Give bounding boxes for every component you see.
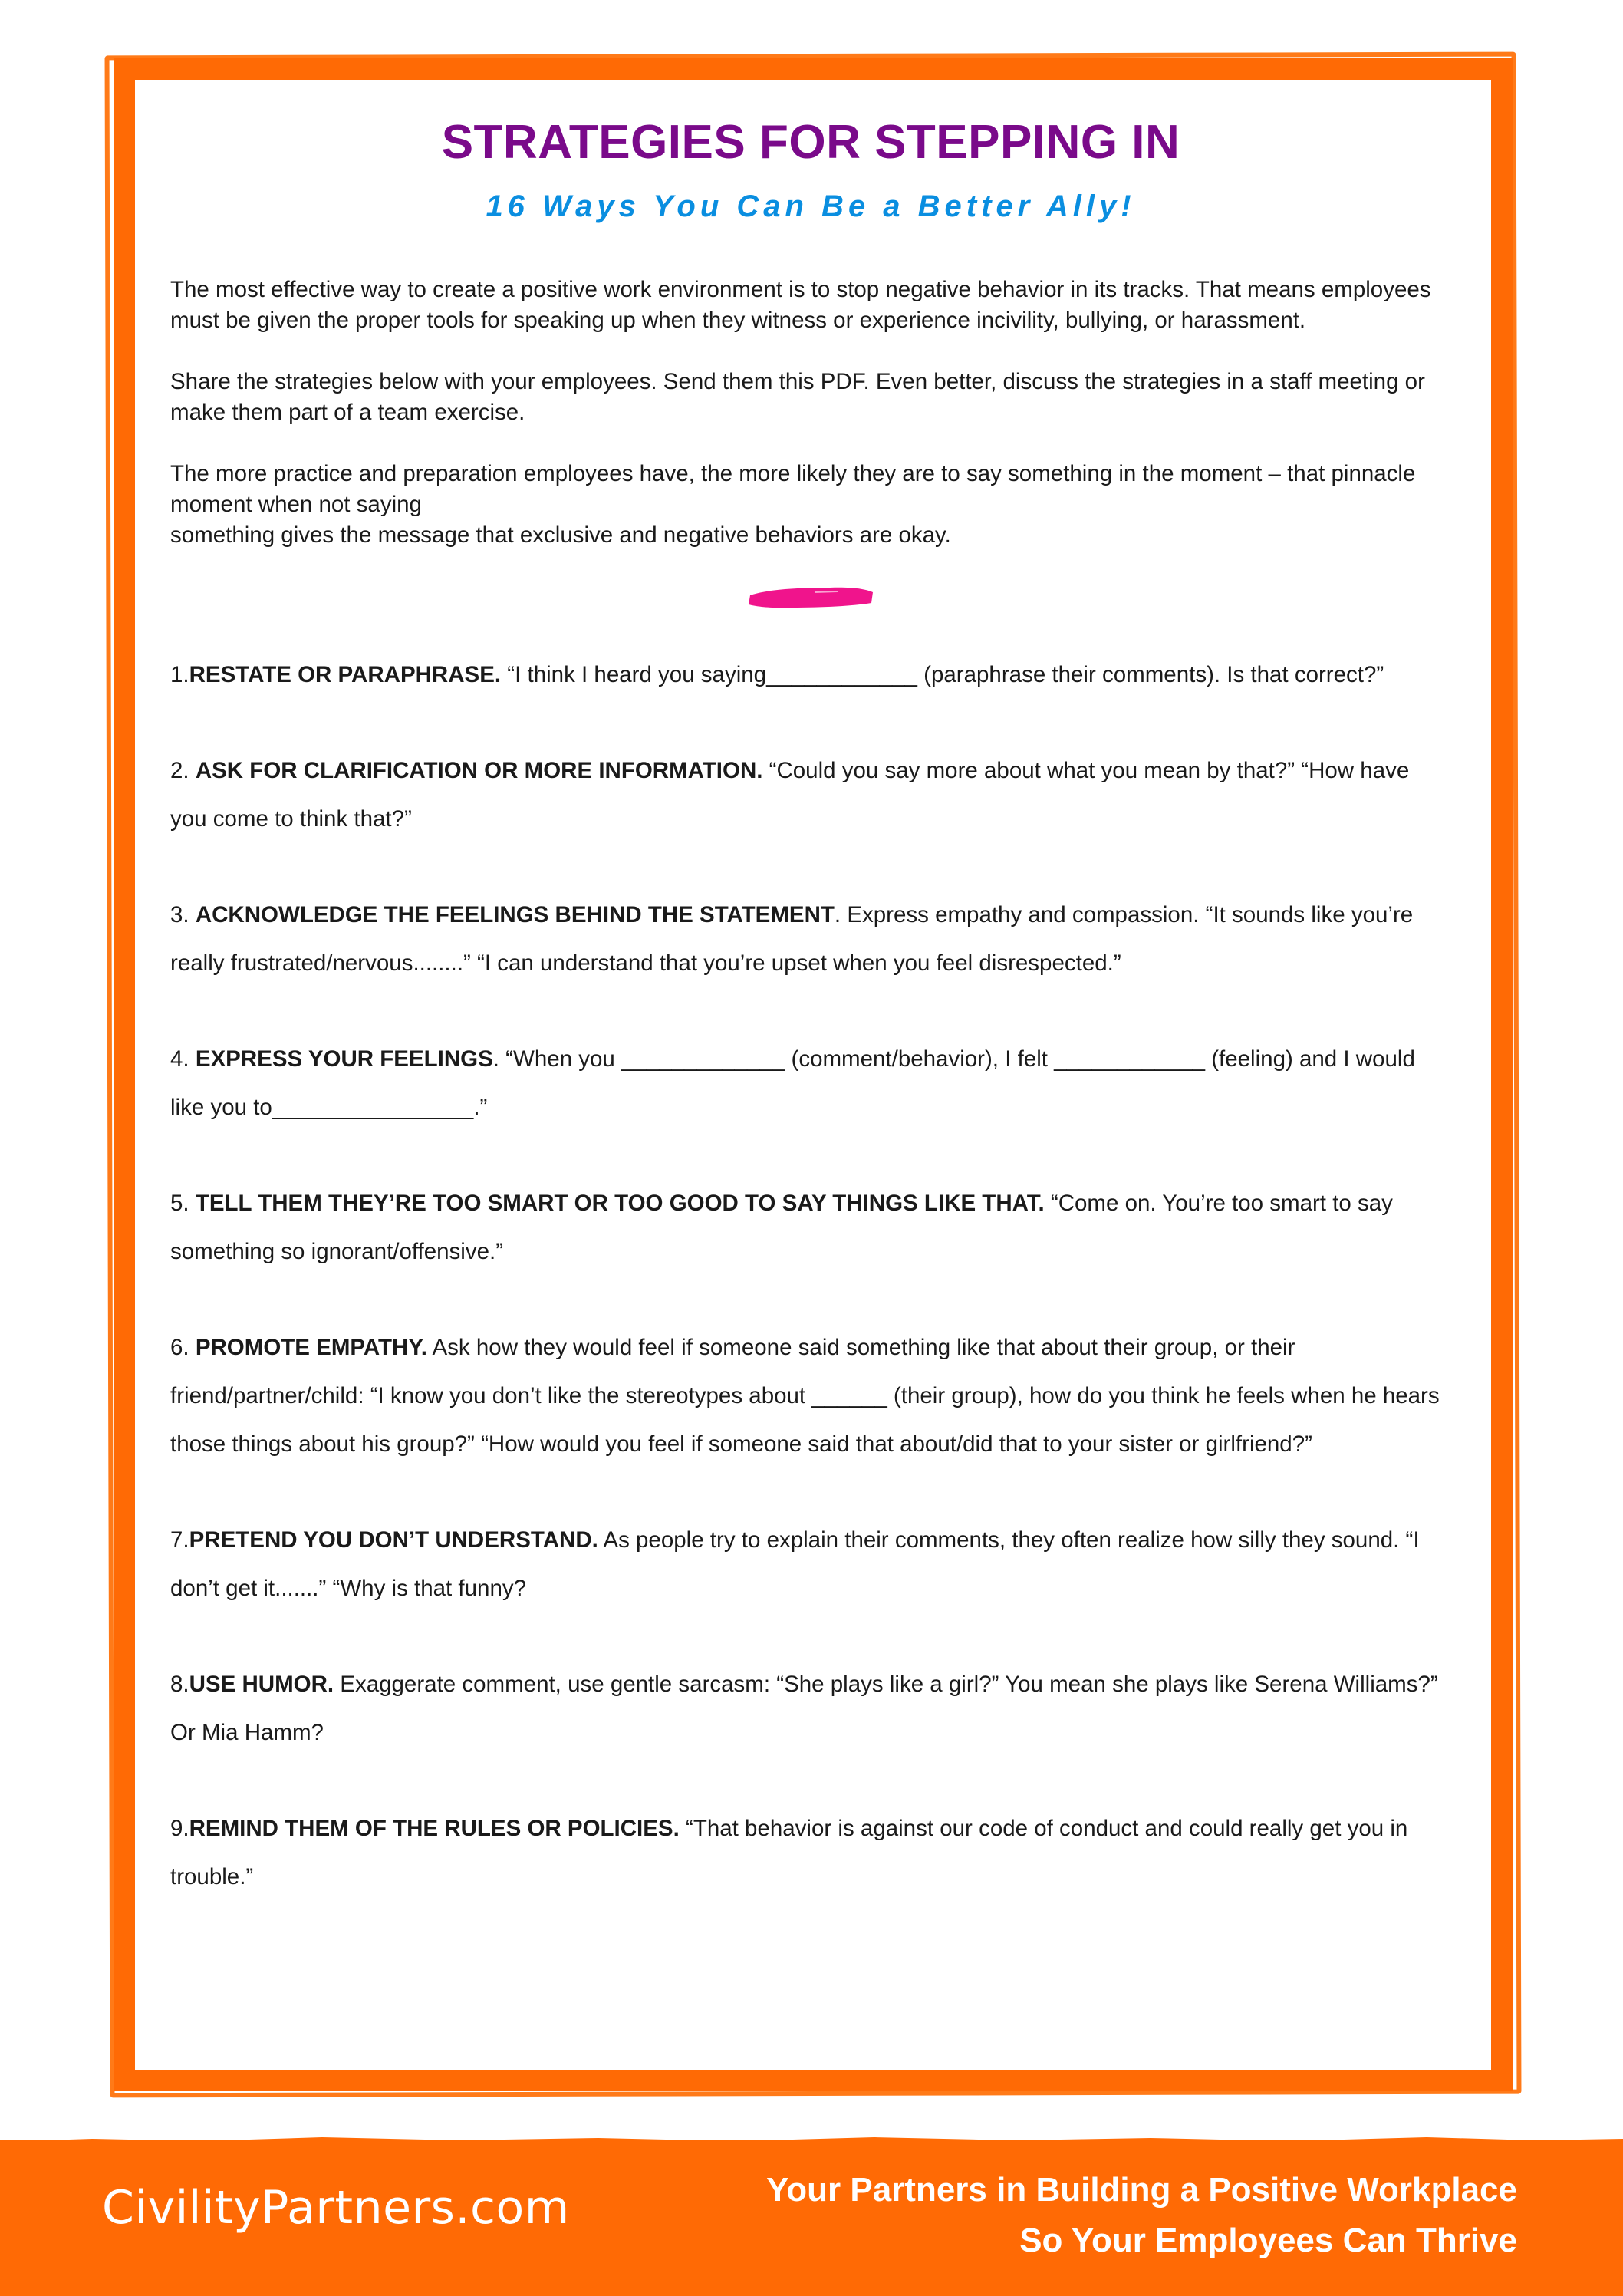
item-text: “That behavior is against our code of conduct and could really get you in trouble.” xyxy=(170,1816,1408,1889)
item-heading: REMIND THEM OF THE RULES OR POLICIES. xyxy=(189,1816,680,1841)
item-number: 1. xyxy=(170,662,189,687)
page-subtitle: 16 Ways You Can Be a Better Ally! xyxy=(486,189,1136,223)
item-number: 5. xyxy=(170,1191,196,1216)
item-number: 8. xyxy=(170,1672,189,1697)
item-number: 4. xyxy=(170,1046,196,1072)
item-number: 2. xyxy=(170,758,196,783)
list-item xyxy=(170,1323,1451,1468)
item-heading: RESTATE OR PARAPHRASE. xyxy=(189,662,502,687)
list-item xyxy=(170,1516,1451,1612)
item-heading: PRETEND YOU DON’T UNDERSTAND. xyxy=(189,1527,598,1553)
list-item xyxy=(170,651,1451,699)
item-number: 6. xyxy=(170,1335,196,1360)
item-number: 9. xyxy=(170,1816,189,1841)
document-body xyxy=(170,115,1451,1901)
intro-paragraph xyxy=(170,459,1451,551)
tagline-line: So Your Employees Can Thrive xyxy=(1019,2222,1517,2259)
item-number: 7. xyxy=(170,1527,189,1553)
intro-paragraph: The most effective way to create a positive work environment is to stop negative behavior in its tracks. That means employees must be given the proper tools for speaking up when they witness or experience incivility, bullying, or harassment. xyxy=(170,277,1431,333)
list-item xyxy=(170,891,1451,987)
list-item xyxy=(170,1660,1451,1757)
intro-line: The more practice and preparation employees have, the more likely they are to say something in the moment – that pinnacle moment when not saying xyxy=(170,461,1416,517)
item-heading: ASK FOR CLARIFICATION OR MORE INFORMATION. xyxy=(195,758,763,783)
item-heading: PROMOTE EMPATHY. xyxy=(195,1335,427,1360)
item-heading: USE HUMOR. xyxy=(189,1672,334,1697)
item-text: . “When you _____________ (comment/behavior), I felt ____________ (feeling) and I would like you to________________.” xyxy=(170,1046,1415,1120)
list-item xyxy=(170,746,1451,843)
intro-paragraph: Share the strategies below with your employees. Send them this PDF. Even better, discuss the strategies in a staff meeting or make them part of a team exercise. xyxy=(170,369,1425,425)
item-number: 3. xyxy=(170,902,196,927)
list-item xyxy=(170,1179,1451,1276)
item-heading: TELL THEM THEY’RE TOO SMART OR TOO GOOD TO SAY THINGS LIKE THAT. xyxy=(195,1191,1045,1216)
footer-logo[interactable]: CivilityPartners.com xyxy=(102,2181,570,2235)
item-text: “I think I heard you saying____________ (paraphrase their comments). Is that correct?” xyxy=(501,662,1384,687)
intro-line: something gives the message that exclusive and negative behaviors are okay. xyxy=(170,522,951,548)
item-text: . Express empathy and compassion. “It sounds like you’re really frustrated/nervous........” “I can understand that you’re upset when you feel disrespected.” xyxy=(170,902,1414,976)
item-text: “Could you say more about what you mean by that?” “How have you come to think that?” xyxy=(170,758,1410,832)
item-text: “Come on. You’re too smart to say something so ignorant/offensive.” xyxy=(170,1191,1393,1264)
brush-stroke-divider xyxy=(746,583,876,612)
item-text: Ask how they would feel if someone said something like that about their group, or their friend/partner/child: “I know you don’t like the stereotypes about ______ (their group), how do you think he feels when he hears those things about his group?” “How would you feel if someone said that about/did that to your sister or girlfriend?” xyxy=(170,1335,1440,1457)
list-item xyxy=(170,1035,1451,1132)
strategy-list xyxy=(170,651,1451,1901)
list-item xyxy=(170,1804,1451,1901)
item-heading: ACKNOWLEDGE THE FEELINGS BEHIND THE STATEMENT xyxy=(195,902,835,927)
item-text: As people try to explain their comments, they often realize how silly they sound. “I don’t get it.......” “Why is that funny? xyxy=(170,1527,1420,1601)
item-text: Exaggerate comment, use gentle sarcasm: “She plays like a girl?” You mean she plays like Serena Williams?” Or Mia Hamm? xyxy=(170,1672,1438,1745)
item-heading: EXPRESS YOUR FEELINGS xyxy=(195,1046,493,1072)
footer-tagline xyxy=(766,2165,1517,2266)
intro-section xyxy=(170,275,1451,551)
tagline-line: Your Partners in Building a Positive Workplace xyxy=(766,2171,1517,2209)
page-title: STRATEGIES FOR STEPPING IN xyxy=(441,116,1180,169)
